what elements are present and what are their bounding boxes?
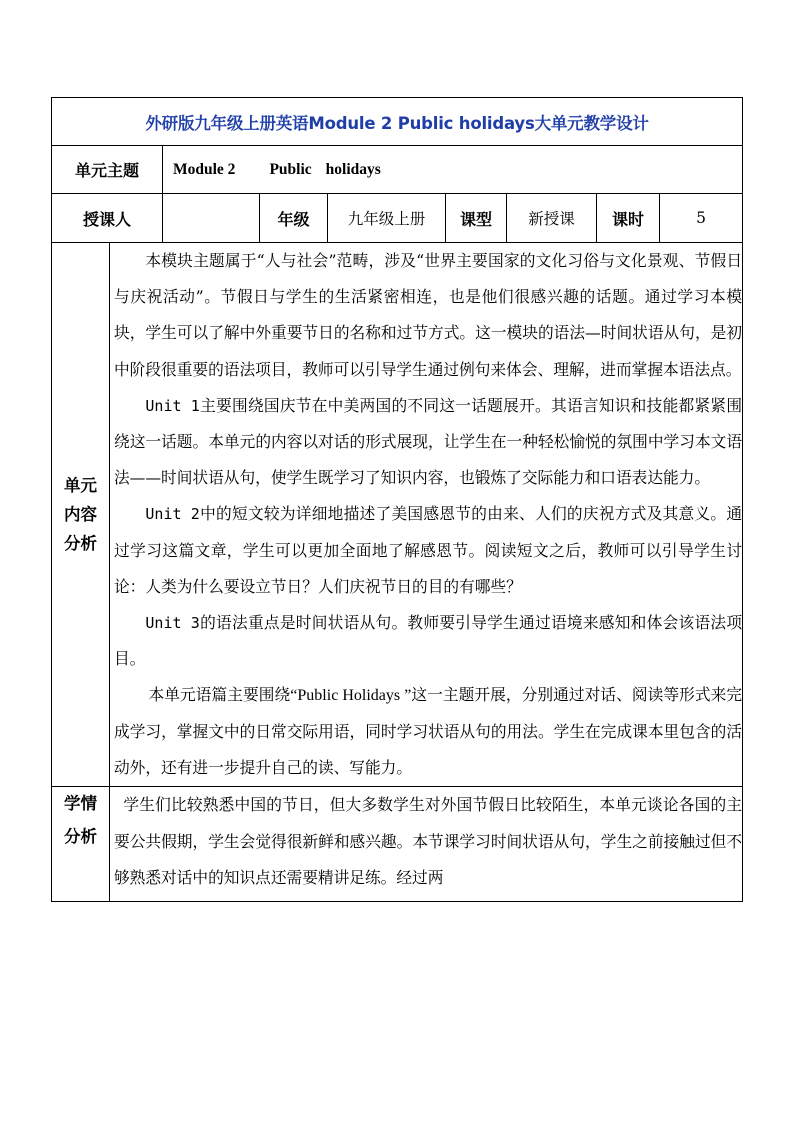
grade-value: 九年级上册 [328, 194, 446, 243]
theme-value [163, 146, 743, 194]
teacher-label: 授课人 [52, 194, 163, 243]
lesson-plan [51, 97, 742, 902]
teacher-value [163, 194, 260, 243]
type-label: 课型 [446, 194, 507, 243]
content-paragraph-2: Unit 1主要围绕国庆节在中美两国的不同这一话题展开。其语言知识和技能都紧紧围绕这一话题。本单元的内容以对话的形式展现，让学生在一种轻松愉悦的氛围中学习本文语法——时间状语从句，使学生既学习了知识内容，也锻炼了交际能力和口语表达能力。 [114, 395, 743, 488]
theme-module: Module 2 [173, 160, 236, 178]
grade-label: 年级 [260, 194, 328, 243]
content-analysis-label: 单元 内容 分析 [52, 243, 110, 787]
content-paragraph-1: 本模块主题属于“人与社会”范畴，涉及“世界主要国家的文化习俗与文化景观、节假日与庆祝活动”。节假日与学生的生活紧密相连，也是他们很感兴趣的话题。通过学习本模块，学生可以了解中外重要节日的名称和过节方式。这一模块的语法—时间状语从句，是初中阶段很重要的语法项目，教师可以引导学生通过例句来体会、理解，进而掌握本语法点。 [114, 251, 743, 379]
hours-value: 5 [660, 194, 743, 243]
theme-label: 单元主题 [52, 146, 163, 194]
document-title: 外研版九年级上册英语Module 2 Public holidays大单元教学设计 [52, 98, 743, 146]
content-analysis-text [110, 243, 743, 787]
hours-label: 课时 [597, 194, 660, 243]
student-analysis-text: 学生们比较熟悉中国的节日，但大多数学生对外国节假日比较陌生，本单元谈论各国的主要公共假期，学生会觉得很新鲜和感兴趣。本节课学习时间状语从句，学生之前接触过但不够熟悉对话中的知识点还需要精讲足练。经过两 [110, 787, 743, 902]
lesson-plan-table [51, 97, 743, 902]
student-analysis-label: 学情 分析 [52, 787, 110, 902]
theme-word2: holidays [325, 160, 381, 178]
theme-word1: Public [269, 160, 312, 178]
content-paragraph-3: Unit 2中的短文较为详细地描述了美国感恩节的由来、人们的庆祝方式及其意义。通过学习这篇文章，学生可以更加全面地了解感恩节。阅读短文之后，教师可以引导学生讨论：人类为什么要设立节日？人们庆祝节日的目的有哪些？ [114, 504, 743, 596]
type-value: 新授课 [507, 194, 597, 243]
content-paragraph-4: Unit 3的语法重点是时间状语从句。教师要引导学生通过语境来感知和体会该语法项目。 [114, 613, 743, 669]
content-paragraph-5: 本单元语篇主要围绕“Public Holidays ”这一主题开展，分别通过对话、阅读等形式来完成学习，掌握文中的日常交际用语，同时学习状语从句的用法。学生在完成课本里包含的活动外，还有进一步提升自己的读、写能力。 [114, 685, 743, 778]
